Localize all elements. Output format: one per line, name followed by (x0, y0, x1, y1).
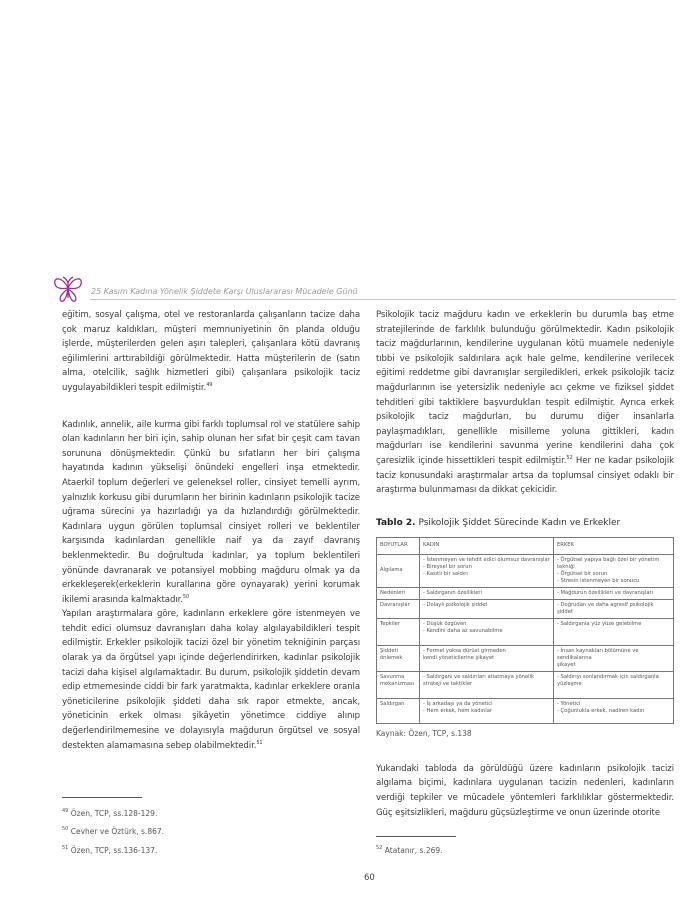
footnote-ref: 52 (566, 454, 573, 461)
table-cell-kadin: - Saldırganı ve saldırıları atlatmaya yönelik strateji ve taktikler (420, 671, 554, 698)
table-cell-erkek: - Mağdurun özellikleri ve davranışları (554, 587, 674, 599)
table-caption: Tablo 2. Psikolojik Şiddet Sürecinde Kadın ve Erkekler (376, 517, 621, 528)
table-cell-erkek: - Örgütsel yapıya bağlı özel bir yönetim tekniği - Örgütsel bir sorun - Stresin istenmeyen bir sonucu (554, 554, 674, 587)
footnote: $^{51}$ Özen, TCP, ss.136-137. (62, 845, 158, 855)
table-cell-dimension: Tepkiler (377, 618, 420, 645)
body-paragraph: eğitim, sosyal çalışma, otel ve restoranlarda çalışanların tacize daha çok maruz kaldıkları, müşteri memnuniyetinin ön planda olduğu işlerde, müşterilerden gelen aşırı talepleri, çalışanlara kötü davranış eğilimlerini arttırabildiği görülmektedir. Hatta müşterilerin de (satın alma, otelcilik, sağlık hizmetleri gibi) çalışanlara psikolojik taciz uygulayabildikleri tespit edilmiştir.$^{49}$ (62, 310, 360, 393)
table-cell-kadin: - Dolaylı psikolojik şiddet (420, 599, 554, 618)
table-row (377, 698, 674, 723)
table-cell-erkek: - Saldırganla yüz yüze gelebilme (554, 618, 674, 645)
table-cell-dimension: Algılama (377, 554, 420, 587)
butterfly-logo-icon (52, 274, 84, 304)
table-cell-dimension: Saldırgan (377, 698, 420, 723)
table-cell-erkek: - Saldırıyı sonlandırmak için saldırganla yüzleşme (554, 671, 674, 698)
footnote: $^{52}$ Atatanır, s.269. (376, 845, 443, 855)
table-header-cell: ERKEK (554, 537, 674, 554)
table-cell-kadin: - Saldırganın özellikleri (420, 587, 554, 599)
table-row (377, 618, 674, 645)
page-number: 60 (364, 873, 375, 883)
table-cell-erkek: - Yönetici - Çoğunlukla erkek, nadiren kadın (554, 698, 674, 723)
table-cell-kadin: - İş arkadaşı ya da yönetici - Hem erkek, hem kadınlar (420, 698, 554, 723)
table-cell-erkek: - Doğrudan ve daha agresif psikolojik şiddet (554, 599, 674, 618)
table-source: Kaynak: Özen, TCP, s.138 (376, 728, 472, 738)
table-cell-dimension: Şiddeti önlemek (377, 645, 420, 671)
table-cell-dimension: Nedenleri (377, 587, 420, 599)
footnote: $^{49}$ Özen, TCP, ss.128-129. (62, 808, 158, 818)
table-row (377, 671, 674, 698)
body-paragraph: Psikolojik taciz mağduru kadın ve erkeklerin bu durumla baş etme stratejilerinde de farklılık bulunduğu görülmektedir. Kadın psikolojik taciz mağdurlarının, kendilerine uygulanan kötü muamele nedeniyle tıbbi ve psikolojik saldırılara açık hale gelme, kendilerine verilecek eğitimi reddetme gibi davranışlar sergiledikleri, erkek psikolojik taciz mağdurlarının ise yetersizlik nedeniyle acı çekme ve fiziksel şiddet tehditleri gibi taktiklere başvurdukları tespit edilmiştir. Ayrıca erkek psikolojik taciz mağdurları, bu durumu diğer insanlarla paylaşmadıkları, genellikle misilleme yoluna gittikleri, kadın mağdurları ise kendilerini savunma yerine kendilerini daha çok çaresizlik içinde hissettikleri tespit edilmiştir.$^{52}$ Her ne kadar psikolojik taciz konusundaki araştırmalar artsa da toplumsal cinsiyet odaklı bir araştırma bulunmaması da dikkat çekicidir. (376, 310, 674, 496)
table-cell-dimension: Savunma mekanizması (377, 671, 420, 698)
footnote-ref: 50 (182, 593, 190, 600)
table-header-row (377, 537, 674, 554)
table-row (377, 645, 674, 671)
table-header-cell: KADIN (420, 537, 554, 554)
table-row (377, 587, 674, 599)
page-header (52, 274, 676, 304)
table-cell-erkek: - İnsan kaynakları bölümüne ve sendikalarına şikayet (554, 645, 674, 671)
footnote-ref: 51 (256, 739, 263, 746)
table-row (377, 554, 674, 587)
comparison-table (376, 537, 674, 724)
footnote-rule (62, 797, 142, 798)
footnote: $^{50}$ Cevher ve Öztürk, s.867. (62, 826, 165, 836)
table-header-cell: BOYUTLAR (377, 537, 420, 554)
body-paragraph: Yukarıdaki tabloda da görüldüğü üzere kadınların psikolojik tacizi algılama biçimi, kadınlara uygulanan tacizin nedenleri, kadınların verdiği tepkiler ve mücadele yöntemleri farklılıklar göstermektedir. Güç eşitsizlikleri, mağduru güçsüzleştirme ve onun üzerinde otorite (376, 763, 674, 818)
header-divider (90, 299, 676, 300)
table-cell-kadin: - İstenmeyen ve tehdit edici olumsuz davranışlar - Bireysel bir sorun - Kasıtlı bir saldırı (420, 554, 554, 587)
right-column (376, 308, 674, 820)
table-row (377, 599, 674, 618)
header-title: 25 Kasım Kadına Yönelik Şiddete Karşı Uluslararası Mücadele Günü (91, 287, 358, 296)
footnote-rule (376, 836, 456, 837)
body-paragraph: Kadınlık, annelik, aile kurma gibi farklı toplumsal rol ve statülere sahip olan kadınların her biri için, sahip olunan her sıfat bir çeşit cam tavan sorununa dönüşmektedir. Çünkü bu sıfatların her biri çalışma hayatında kadının yükselişi önündeki engelleri inşa etmektedir. Ataerkil toplum değerleri ve geleneksel roller, cinsiyet temelli ayrım, yalnızlık korkusu gibi durumların her birinin kadınların psikolojik tacize uğrama sürecini ya hazırladığı ya da hızlandırdığı görülmektedir. Kadınlara uygun görülen toplumsal cinsiyet rolleri ve beklentiler karşısında kadınlardan genellikle naif ya da zayıf davranış beklenmektedir. Bu doğrultuda kadınlar, ya toplum beklentileri yönünde davranarak ve potansiyel mobbing mağduru olmak ya da erkekleşerek(erkeklerin kurallarına göre oynayarak) yerini korumak ikilemi arasında kalmaktadır.$^{50}$ (62, 419, 360, 605)
table-cell-kadin: - Düşük özgüven - Kendini daha az savunabilme (420, 618, 554, 645)
footnote-ref: 49 (206, 381, 213, 388)
left-column (62, 308, 360, 753)
table-cell-kadin: - Formel yoksa dürüst girmeden kendi yöneticilerine şikayet (420, 645, 554, 671)
body-paragraph: Yapılan araştırmalara göre, kadınların erkeklere göre istenmeyen ve tehdit edici olumsuz davranışları daha kolay algılayabildikleri tespit edilmiştir. Erkekler psikolojik tacizi özel bir yönetim tekniğinin parçası olarak ya da örgütsel yapı içinde değerlendirirken, kadınlar psikolojik tacizi daha kişisel algılamaktadır. Bu durum, psikolojik şiddetin devam edip etmemesinde ciddi bir fark yaratmakta, kadınlar erkeklere oranla yöneticilerine psikolojik şiddeti daha sık rapor etmekte, ancak, yöneticinin erkek olması şikâyetin yönetimce ciddiye alınıp değerlendirilmemesine ve dolayısıyla mağdurun örgütsel ve sosyal destekten alamamasına sebep olabilmektedir.$^{51}$ (62, 609, 360, 751)
table-cell-dimension: Davranışlar (377, 599, 420, 618)
